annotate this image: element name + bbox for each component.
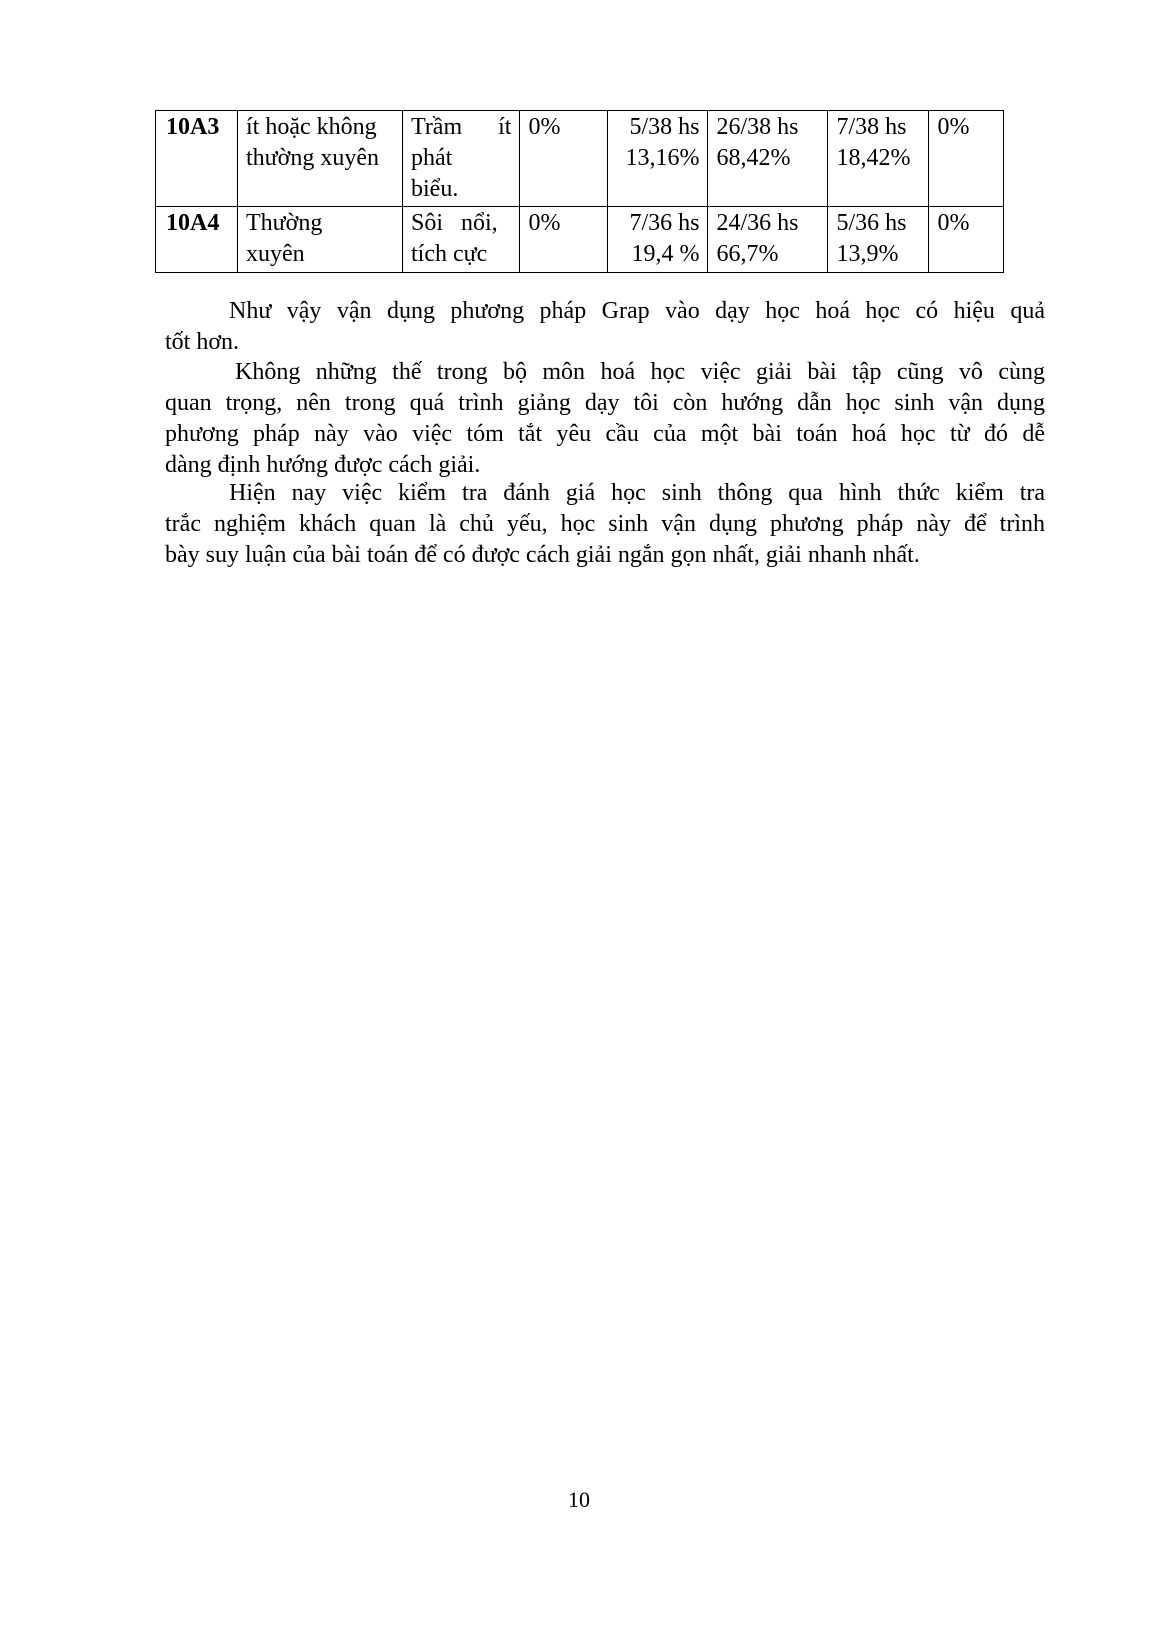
attitude-line: Sôi nổi, — [411, 210, 498, 236]
value-cell — [828, 207, 929, 273]
body-paragraph — [165, 296, 1045, 358]
value-line: 5/38 hs — [629, 114, 700, 140]
frequency-line: ít hoặc không — [246, 114, 377, 140]
value-line: 7/38 hs — [836, 114, 907, 140]
body-paragraph — [165, 357, 1045, 481]
attitude-line: Trầm ít — [411, 114, 512, 140]
frequency-line: xuyên — [246, 241, 305, 267]
value-line: 68,42% — [716, 145, 791, 171]
attitude-line: phát — [411, 145, 453, 171]
value-line: 0% — [528, 210, 561, 236]
value-line: 26/38 hs — [716, 114, 799, 140]
page-number: 10 — [568, 1487, 590, 1512]
frequency-cell — [238, 111, 403, 207]
value-cell — [608, 111, 708, 207]
value-cell — [708, 207, 828, 273]
class-label: 10A4 — [166, 210, 220, 236]
table-row-10a4 — [156, 207, 1004, 273]
value-line: 13,16% — [625, 145, 700, 171]
value-line: 5/36 hs — [836, 210, 907, 236]
class-label: 10A3 — [166, 114, 220, 140]
value-cell — [708, 111, 828, 207]
paragraph-line: bày suy luận của bài toán để có được cách giải ngắn gọn nhất, giải nhanh nhất. — [165, 542, 920, 568]
paragraph-line: trắc nghiệm khách quan là chủ yếu, học sinh vận dụng phương pháp này để trình — [165, 511, 1045, 537]
value-cell — [608, 207, 708, 273]
value-line: 0% — [937, 210, 970, 236]
paragraph-line: Hiện nay việc kiểm tra đánh giá học sinh thông qua hình thức kiểm tra — [229, 480, 1045, 506]
value-line: 19,4 % — [631, 241, 700, 267]
class-cell — [156, 111, 238, 207]
frequency-line: Thường — [246, 210, 323, 236]
value-cell — [929, 111, 1004, 207]
value-cell — [520, 207, 608, 273]
paragraph-line: quan trọng, nên trong quá trình giảng dạy tôi còn hướng dẫn học sinh vận dụng — [165, 390, 1045, 416]
table-row-10a3 — [156, 111, 1004, 207]
value-line: 0% — [937, 114, 970, 140]
attitude-line: biểu. — [411, 176, 459, 202]
attitude-cell — [403, 111, 520, 207]
attitude-line: tích cực — [411, 241, 488, 267]
value-line: 0% — [528, 114, 561, 140]
body-paragraph — [165, 478, 1045, 571]
frequency-line: thường xuyên — [246, 145, 380, 171]
results-table — [155, 110, 1004, 273]
paragraph-line: phương pháp này vào việc tóm tắt yêu cầu của một bài toán hoá học từ đó dễ — [165, 421, 1045, 447]
value-line: 7/36 hs — [629, 210, 700, 236]
paragraph-line: Không những thế trong bộ môn hoá học việc giải bài tập cũng vô cùng — [235, 359, 1045, 385]
value-cell — [828, 111, 929, 207]
class-cell — [156, 207, 238, 273]
value-line: 66,7% — [716, 241, 779, 267]
value-line: 18,42% — [836, 145, 911, 171]
attitude-cell — [403, 207, 520, 273]
paragraph-line: Như vậy vận dụng phương pháp Grap vào dạy học hoá học có hiệu quả — [229, 298, 1045, 324]
value-line: 13,9% — [836, 241, 899, 267]
value-line: 24/36 hs — [716, 210, 799, 236]
value-cell — [929, 207, 1004, 273]
paragraph-line: tốt hơn. — [165, 329, 240, 355]
paragraph-line: dàng định hướng được cách giải. — [165, 452, 481, 478]
frequency-cell — [238, 207, 403, 273]
value-cell — [520, 111, 608, 207]
